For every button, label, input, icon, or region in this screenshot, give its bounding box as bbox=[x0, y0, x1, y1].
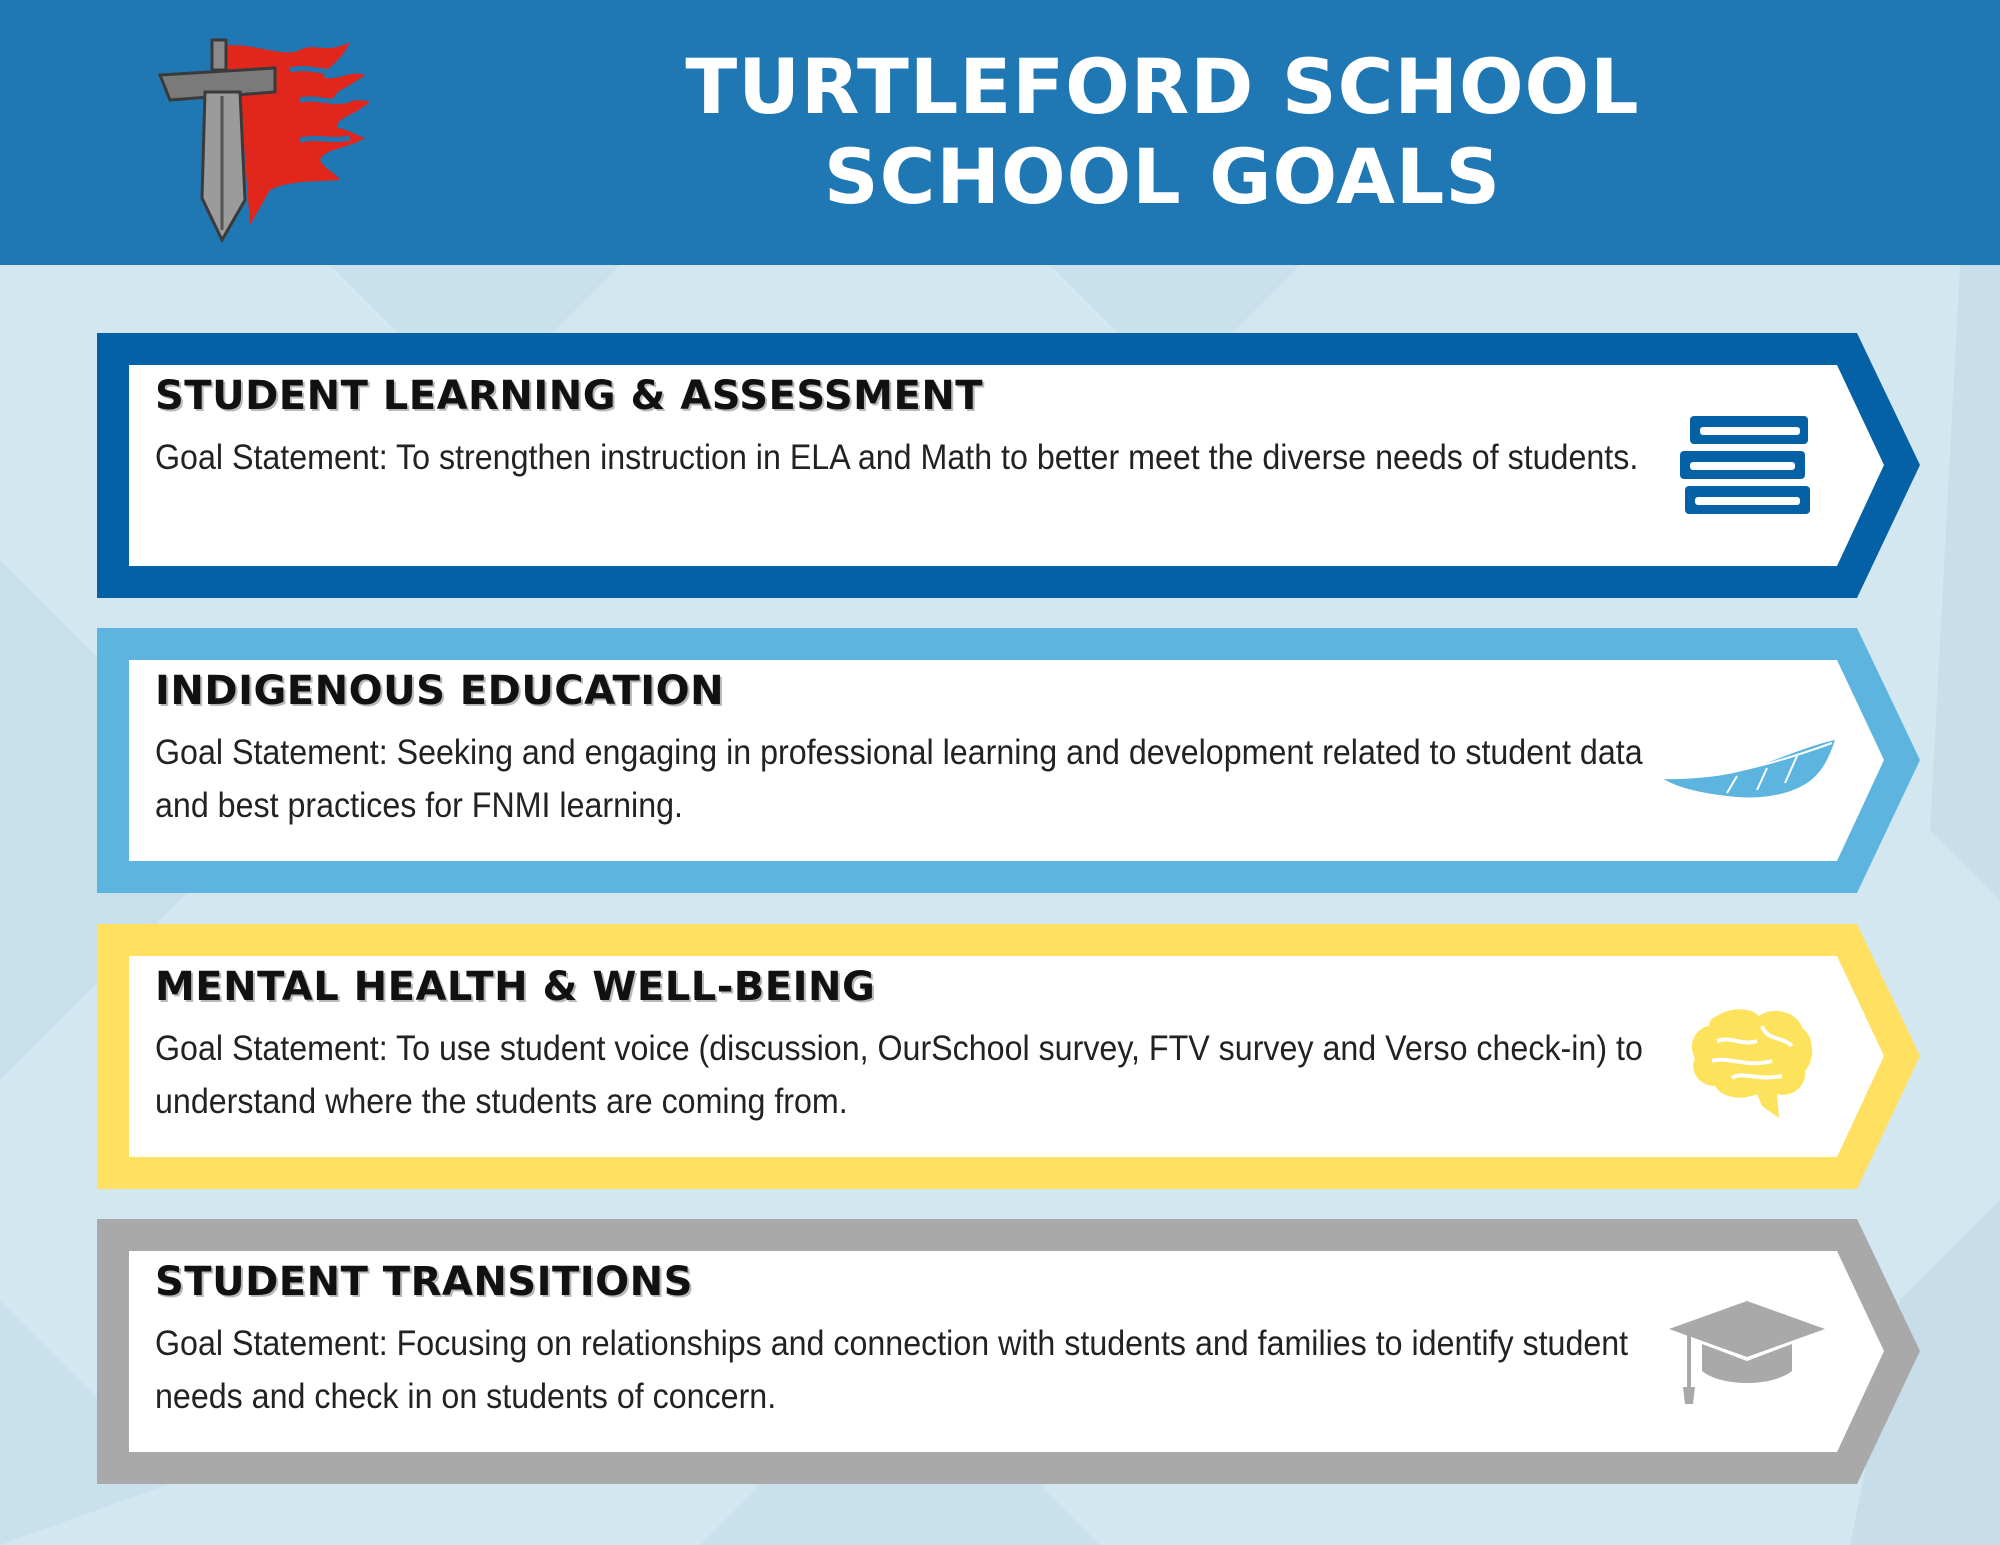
goal-heading: STUDENT LEARNING & ASSESSMENT bbox=[155, 373, 984, 419]
goal-statement: Goal Statement: To strengthen instruction in ELA and Math to better meet the diverse needs of students. bbox=[155, 438, 1639, 477]
feather-icon bbox=[1657, 738, 1837, 808]
goal-card-student-transitions bbox=[97, 1219, 1920, 1484]
header-banner bbox=[0, 0, 2000, 265]
title-line-2: SCHOOL GOALS bbox=[823, 132, 1502, 221]
goal-statement: Goal Statement: Seeking and engaging in professional learning and development related to student data and best practices for FNMI learning. bbox=[155, 733, 1643, 825]
graduation-cap-icon bbox=[1667, 1299, 1827, 1409]
goal-card-mental-health bbox=[97, 924, 1920, 1189]
goal-heading: INDIGENOUS EDUCATION bbox=[155, 668, 725, 714]
page-title bbox=[600, 42, 1725, 222]
goal-heading: STUDENT TRANSITIONS bbox=[155, 1259, 693, 1305]
brain-icon bbox=[1687, 1006, 1817, 1121]
goal-card-student-learning bbox=[97, 333, 1920, 598]
goal-statement: Goal Statement: To use student voice (discussion, OurSchool survey, FTV survey and Verso check-in) to understand where the students are coming from. bbox=[155, 1029, 1643, 1121]
goal-card-indigenous-education bbox=[97, 628, 1920, 893]
goal-heading: MENTAL HEALTH & WELL-BEING bbox=[155, 964, 876, 1010]
title-line-1: TURTLEFORD SCHOOL bbox=[685, 42, 1640, 131]
goal-statement: Goal Statement: Focusing on relationships and connection with students and families to identify student needs and check in on students of concern. bbox=[155, 1324, 1629, 1416]
books-icon bbox=[1675, 411, 1815, 521]
school-logo bbox=[150, 30, 380, 245]
